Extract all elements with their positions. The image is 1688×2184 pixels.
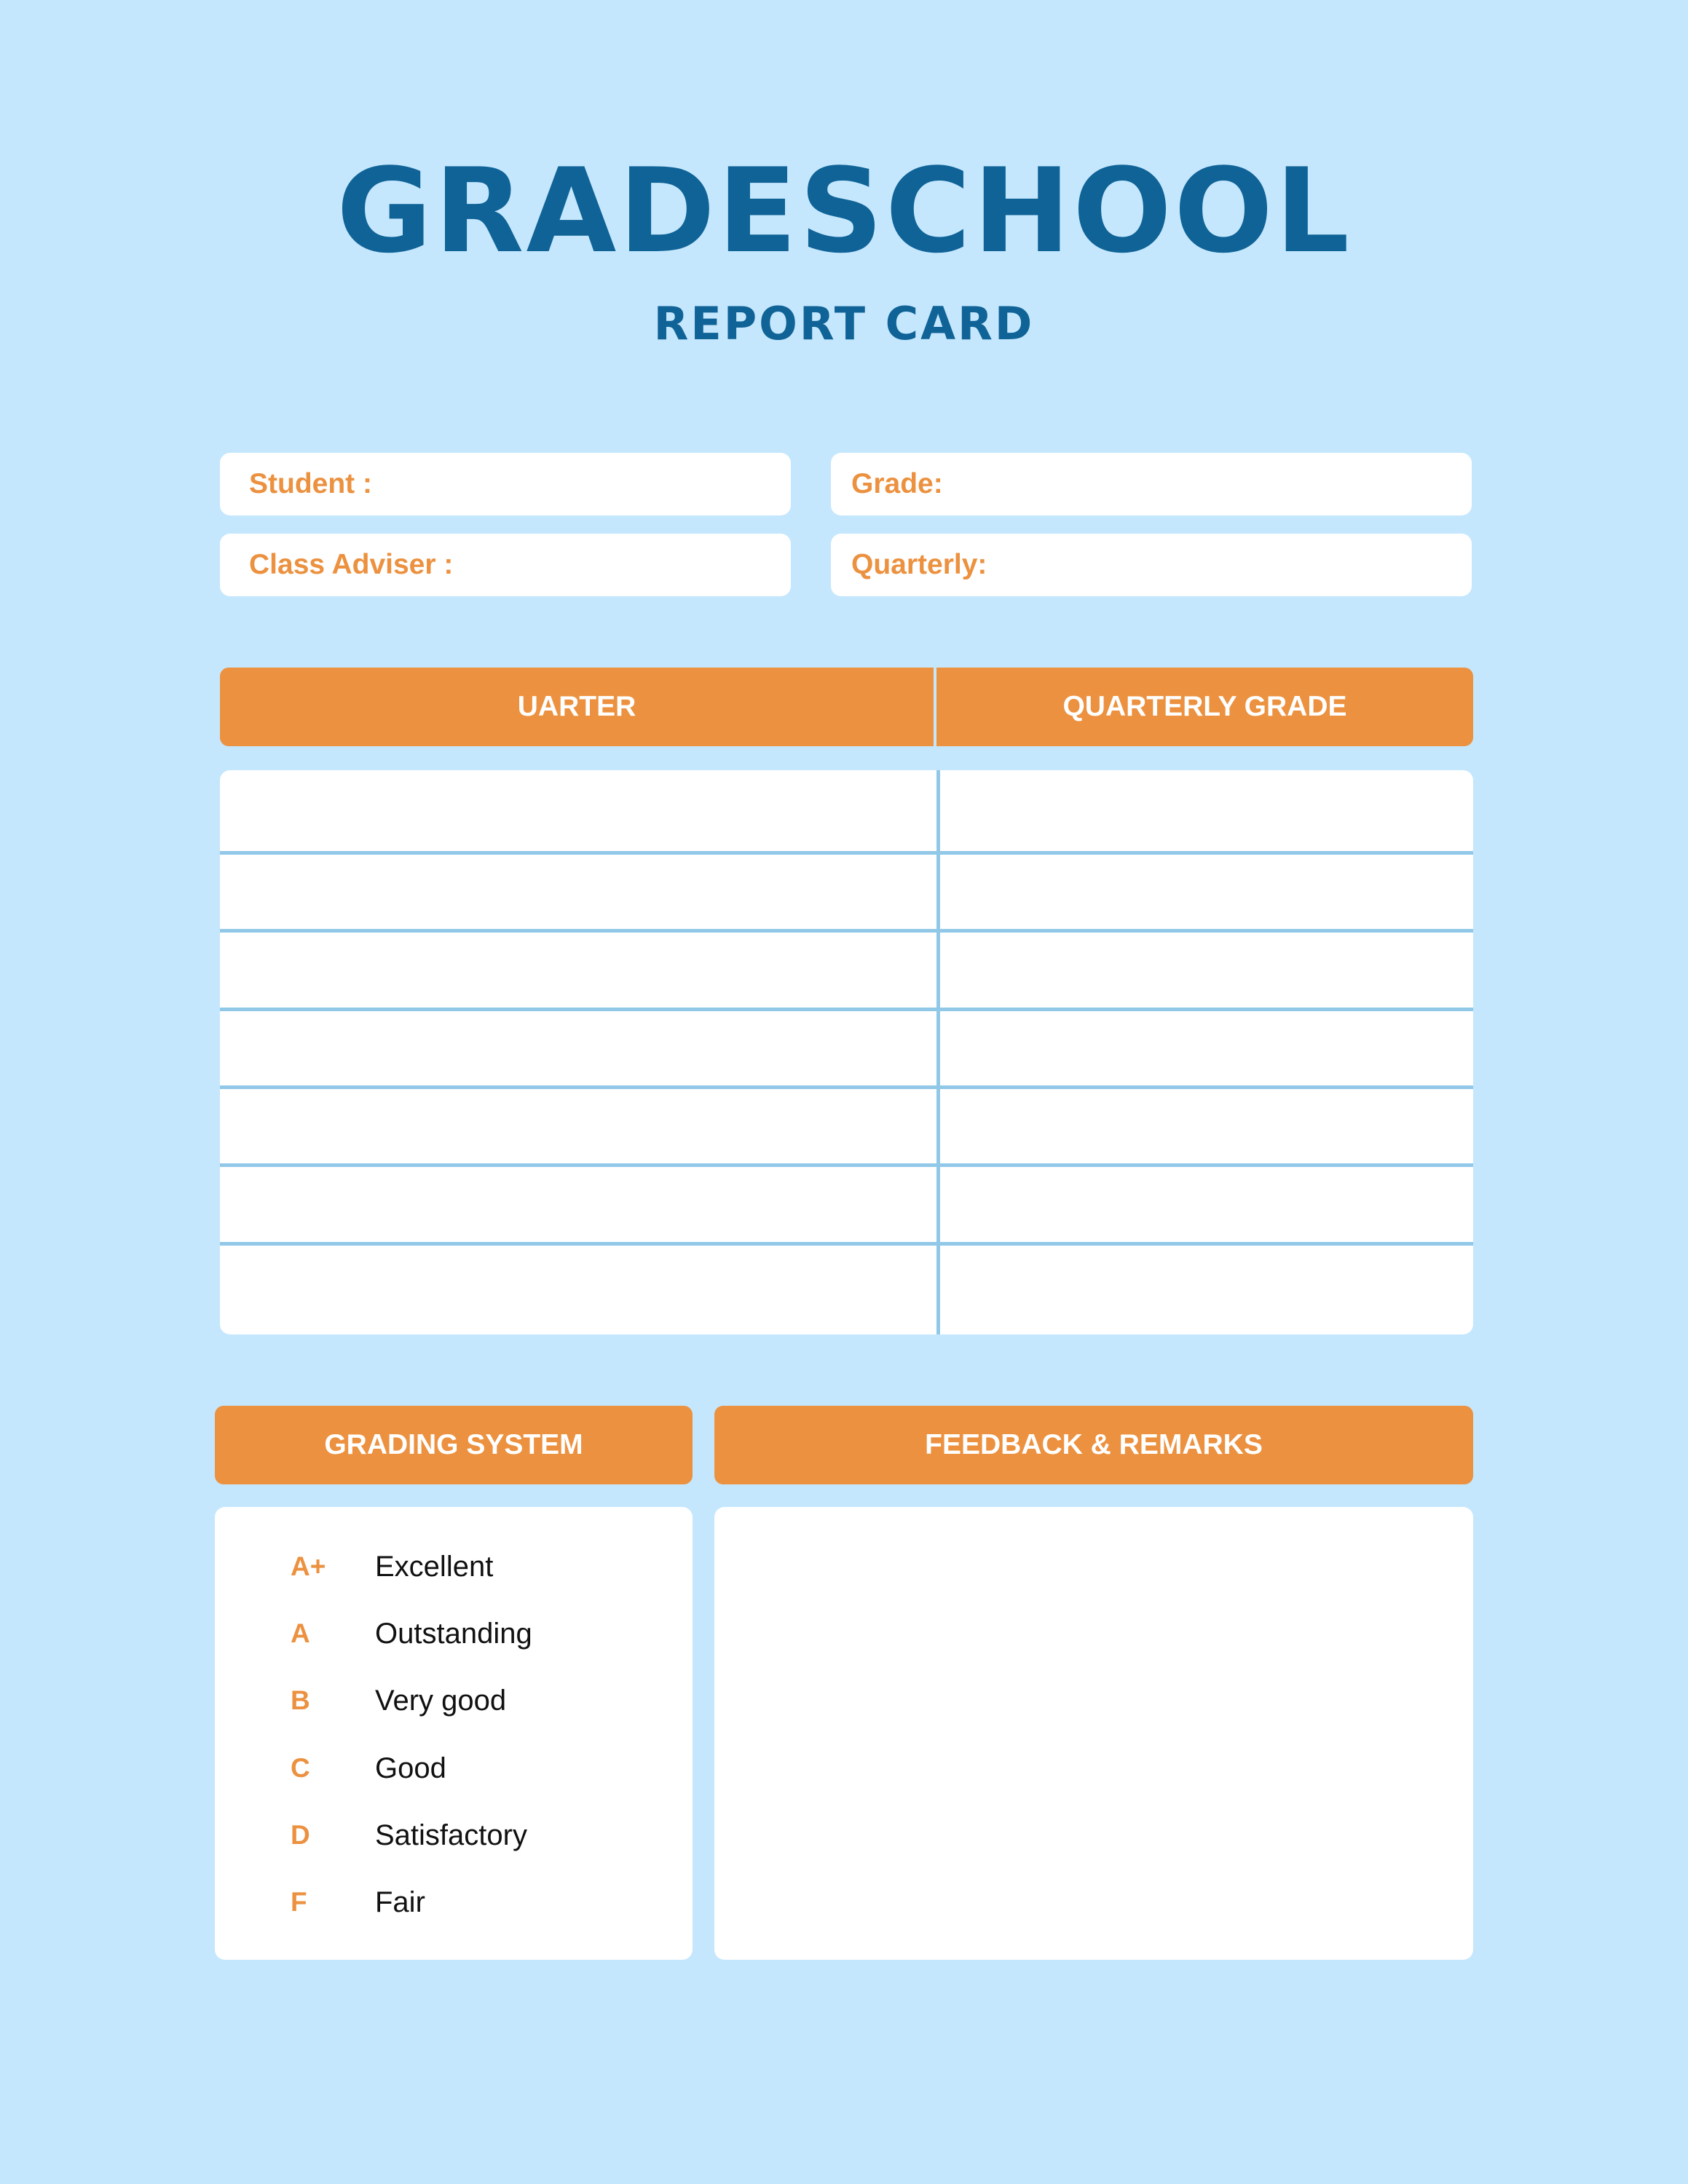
page-title: GRADESCHOOL — [336, 143, 1352, 279]
table-row-divider — [220, 1242, 1473, 1246]
student-field[interactable] — [220, 453, 791, 515]
grades-table — [220, 770, 1473, 1334]
table-row-divider — [220, 1085, 1473, 1089]
feedback-textarea[interactable] — [714, 1507, 1473, 1960]
grade-label: Grade: — [851, 468, 943, 499]
list-item — [215, 1545, 688, 1588]
grade-letter: A — [291, 1618, 310, 1648]
grade-field[interactable] — [831, 453, 1472, 515]
grade-letter: F — [291, 1887, 307, 1917]
grading-system-heading-text: GRADING SYSTEM — [324, 1429, 583, 1460]
class-adviser-label: Class Adviser : — [249, 549, 454, 580]
table-row-divider — [220, 929, 1473, 933]
page-subtitle: REPORT CARD — [653, 297, 1035, 350]
grade-letter: B — [291, 1685, 310, 1715]
list-item — [215, 1612, 688, 1655]
list-item — [215, 1679, 688, 1722]
grading-system-panel — [215, 1507, 693, 1960]
grade-description: Excellent — [375, 1551, 494, 1583]
grade-description: Good — [375, 1752, 446, 1784]
grade-description: Fair — [375, 1886, 425, 1918]
grade-description: Outstanding — [375, 1618, 532, 1650]
table-column-divider — [936, 770, 940, 1334]
list-item — [215, 1813, 688, 1857]
list-item — [215, 1746, 688, 1790]
quarterly-field[interactable] — [831, 534, 1472, 596]
grade-letter: D — [291, 1820, 310, 1850]
grading-system-heading — [215, 1406, 693, 1484]
grade-letter: C — [291, 1753, 310, 1783]
quarterly-label: Quarterly: — [851, 549, 987, 580]
feedback-heading-text: FEEDBACK & REMARKS — [925, 1429, 1263, 1460]
list-item — [215, 1880, 688, 1924]
table-row-divider — [220, 1163, 1473, 1167]
table-row-divider — [220, 851, 1473, 855]
grade-letter: A+ — [291, 1551, 326, 1581]
grades-table-header — [220, 668, 1473, 746]
feedback-heading — [714, 1406, 1473, 1484]
column-header-quarterly-grade: QUARTERLY GRADE — [936, 668, 1473, 746]
class-adviser-field[interactable] — [220, 534, 791, 596]
student-label: Student : — [249, 468, 372, 499]
grade-description: Satisfactory — [375, 1819, 527, 1851]
column-header-quarter: UARTER — [220, 668, 934, 746]
table-row-divider — [220, 1008, 1473, 1011]
grade-description: Very good — [375, 1685, 507, 1717]
